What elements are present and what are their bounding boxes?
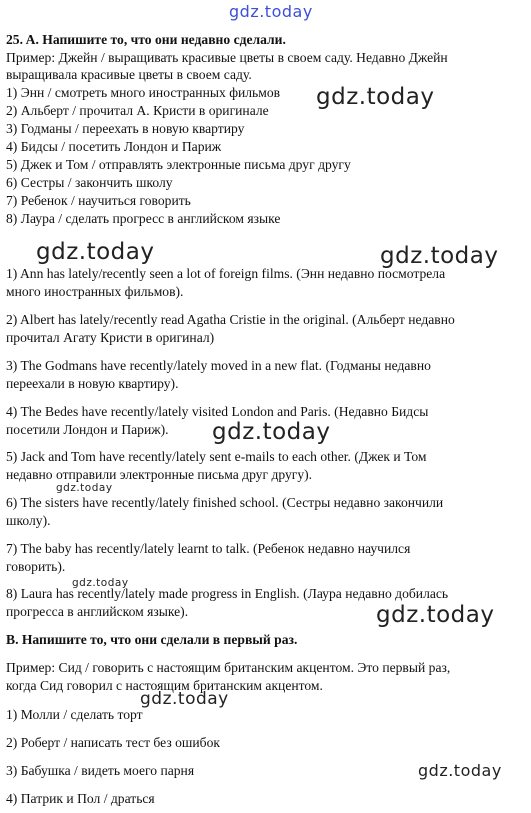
- task-item: 6) Сестры / закончить школу: [6, 175, 173, 190]
- watermark: gdz.today: [140, 689, 229, 709]
- task-item: 3) Годманы / переехать в новую квартиру: [6, 121, 245, 136]
- task-item: 3) Бабушка / видеть моего парня: [6, 763, 195, 778]
- task-item: 2) Альберт / прочитал А. Кристи в оригинале: [6, 103, 269, 118]
- answer-line: школу).: [6, 513, 51, 528]
- answer-line: 2) Albert has lately/recently read Agatha Cristie in the original. (Альберт недавно: [6, 312, 455, 327]
- answer-line: много иностранных фильмов).: [6, 284, 184, 299]
- watermark: gdz.today: [212, 419, 331, 445]
- answer-line: говорить).: [6, 559, 66, 574]
- section-a-heading: 25. A. Напишите то, что они недавно сделали.: [6, 32, 286, 47]
- watermark-top: gdz.today: [229, 2, 313, 21]
- task-item: 1) Энн / смотреть много иностранных фильмов: [6, 85, 281, 100]
- answer-line: 5) Jack and Tom have recently/lately sent e-mails to each other. (Джек и Том: [6, 449, 427, 464]
- answer-line: 4) The Bedes have recently/lately visited London and Paris. (Недавно Бидсы: [6, 404, 429, 419]
- answer-line: 1) Ann has lately/recently seen a lot of foreign films. (Энн недавно посмотрела: [6, 266, 446, 281]
- answer-line: переехали в новую квартиру).: [6, 376, 179, 391]
- section-a-example: Пример: Джейн / выращивать красивые цветы в своем саду. Недавно Джейн: [6, 50, 448, 65]
- task-item: 8) Лаура / сделать прогресс в английском языке: [6, 211, 281, 226]
- task-item: 4) Патрик и Пол / драться: [6, 791, 155, 806]
- section-b-example: когда Сид говорил с настоящим британским акцентом.: [6, 678, 323, 693]
- answer-line: 7) The baby has recently/lately learnt to talk. (Ребенок недавно научился: [6, 541, 411, 556]
- answer-line: 6) The sisters have recently/lately finished school. (Сестры недавно закончили: [6, 495, 444, 510]
- task-item: 1) Молли / сделать торт: [6, 707, 143, 722]
- task-item: 2) Роберт / написать тест без ошибок: [6, 735, 220, 750]
- section-b-example: Пример: Сид / говорить с настоящим британским акцентом. Это первый раз,: [6, 660, 451, 675]
- watermark: gdz.today: [36, 239, 155, 265]
- watermark: gdz.today: [72, 577, 129, 589]
- watermark: gdz.today: [376, 602, 495, 628]
- task-item: 7) Ребенок / научиться говорить: [6, 193, 191, 208]
- answer-line: 3) The Godmans have recently/lately moved in a new flat. (Годманы недавно: [6, 358, 431, 373]
- watermark: gdz.today: [418, 761, 502, 780]
- watermark: gdz.today: [380, 243, 499, 269]
- answer-line: посетили Лондон и Париж).: [6, 422, 169, 437]
- task-item: 4) Бидсы / посетить Лондон и Париж: [6, 139, 222, 154]
- section-a-example: выращивала красивые цветы в своем саду.: [6, 67, 252, 82]
- watermark: gdz.today: [316, 84, 435, 110]
- answer-line: недавно отправили электронные письма друг другу).: [6, 467, 313, 482]
- answer-line: 8) Laura has recently/lately made progress in English. (Лаура недавно добилась: [6, 586, 449, 601]
- answer-line: прогресса в английском языке).: [6, 604, 189, 619]
- watermark: gdz.today: [56, 482, 113, 494]
- answer-line: прочитал Агату Кристи в оригинал): [6, 330, 215, 345]
- task-item: 5) Джек и Том / отправлять электронные письма друг другу: [6, 157, 351, 172]
- section-b-heading: B. Напишите то, что они сделали в первый раз.: [6, 632, 298, 647]
